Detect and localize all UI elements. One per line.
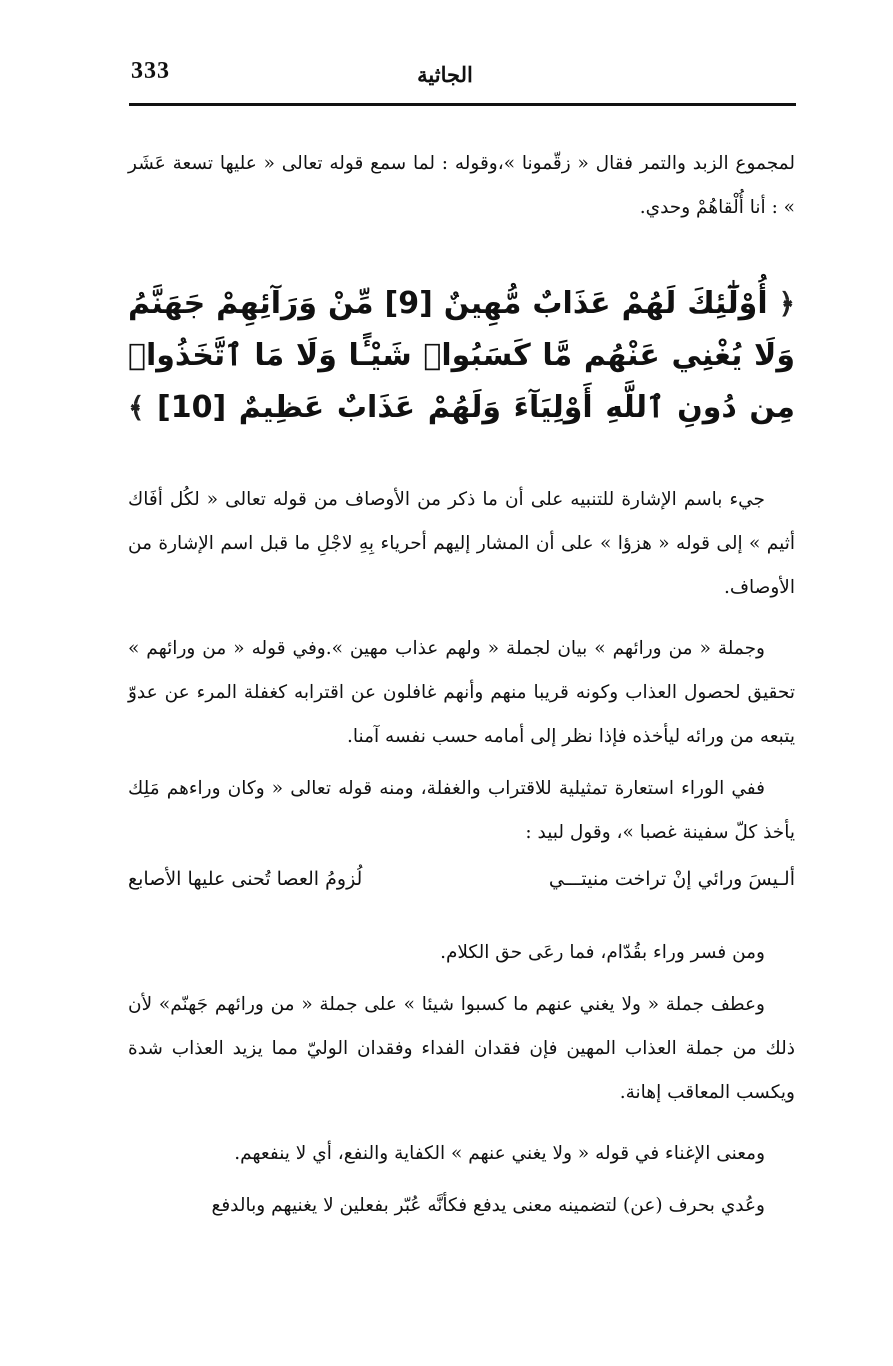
paragraph-7: ومعنى الإغناء في قوله « ولا يغني عنهم » الكفاية والنفع، أي لا ينفعهم. <box>234 1143 765 1164</box>
poem-verse <box>128 857 795 901</box>
poem-first-hemistich: ألـيسَ ورائي إنْ تراخت منيتـــي <box>548 868 795 890</box>
verse-text: أُوْلَٰٓئِكَ لَهُمْ عَذَابٌ مُّهِينٌ [9] مِّنْ وَرَآئِهِمْ جَهَنَّمُ وَلَا يُغْنِي عَنْهُم مَّا كَسَبُوا۟ شَيْـًٔا وَلَا مَا ٱتَّخَذُوا۟ مِن دُونِ ٱللَّهِ أَوْلِيَآءَ وَلَهُمْ عَذَابٌ عَظِيمٌ [10] <box>128 286 795 425</box>
paragraph-4: ففي الوراء استعارة تمثيلية للاقتراب والغفلة، ومنه قوله تعالى « وكان وراءهم مَلِك يأخذ كلّ سفينة غصبا »، وقول لبيد : <box>128 778 795 843</box>
page-body <box>128 142 795 1228</box>
paragraph-6: وعطف جملة « ولا يغني عنهم ما كسبوا شيئا » على جملة « من ورائهم جَهنّم» لأن ذلك من جملة العذاب المهين فإن فقدان الفداء وفقدان الوليّ مما يزيد العذاب شدة ويكسب المعاقب إهانة. <box>128 994 795 1103</box>
quran-verse <box>128 278 795 434</box>
running-title: الجاثية <box>417 62 473 87</box>
paragraph-3: وجملة « من ورائهم » بيان لجملة « ولهم عذاب مهين ».وفي قوله « من ورائهم » تحقيق لحصول العذاب وكونه قريبا منهم وأنهم غافلون عن اقترابه كغفلة المرء عن عدوّ يتبعه من ورائه ليأخذه فإذا نظر إلى أمامه حسب نفسه آمنا. <box>128 638 795 747</box>
page-number: 333 <box>131 58 170 84</box>
poem-second-hemistich: لُزومُ العصا تُحنى عليها الأصابع <box>128 868 363 890</box>
paragraph-5: ومن فسر وراء بقُدّام، فما رعَى حق الكلام. <box>440 942 765 963</box>
header-rule <box>129 103 796 106</box>
paragraph-8: وعُدي بحرف (عن) لتضمينه معنى يدفع فكأنَّه عُبّر بفعلين لا يغنيهم وبالدفع <box>211 1195 765 1216</box>
verse-close-bracket: ﴾ <box>128 391 145 424</box>
paragraph-1: لمجموع الزبد والتمر فقال « زقّمونا »،وقوله : لما سمع قوله تعالى « عليها تسعة عَشَر » : أنا أُلْقاهُمْ وحدي. <box>128 153 795 218</box>
paragraph-2: جيء باسم الإشارة للتنبيه على أن ما ذكر من الأوصاف من قوله تعالى « لكُل أفَاك أثيم » إلى قوله « هزؤا » على أن المشار إليهم أحرياء بِهِ لاجْلِ ما قبل اسم الإشارة من الأوصاف. <box>128 489 795 598</box>
verse-open-bracket: ﴿ <box>778 287 795 320</box>
